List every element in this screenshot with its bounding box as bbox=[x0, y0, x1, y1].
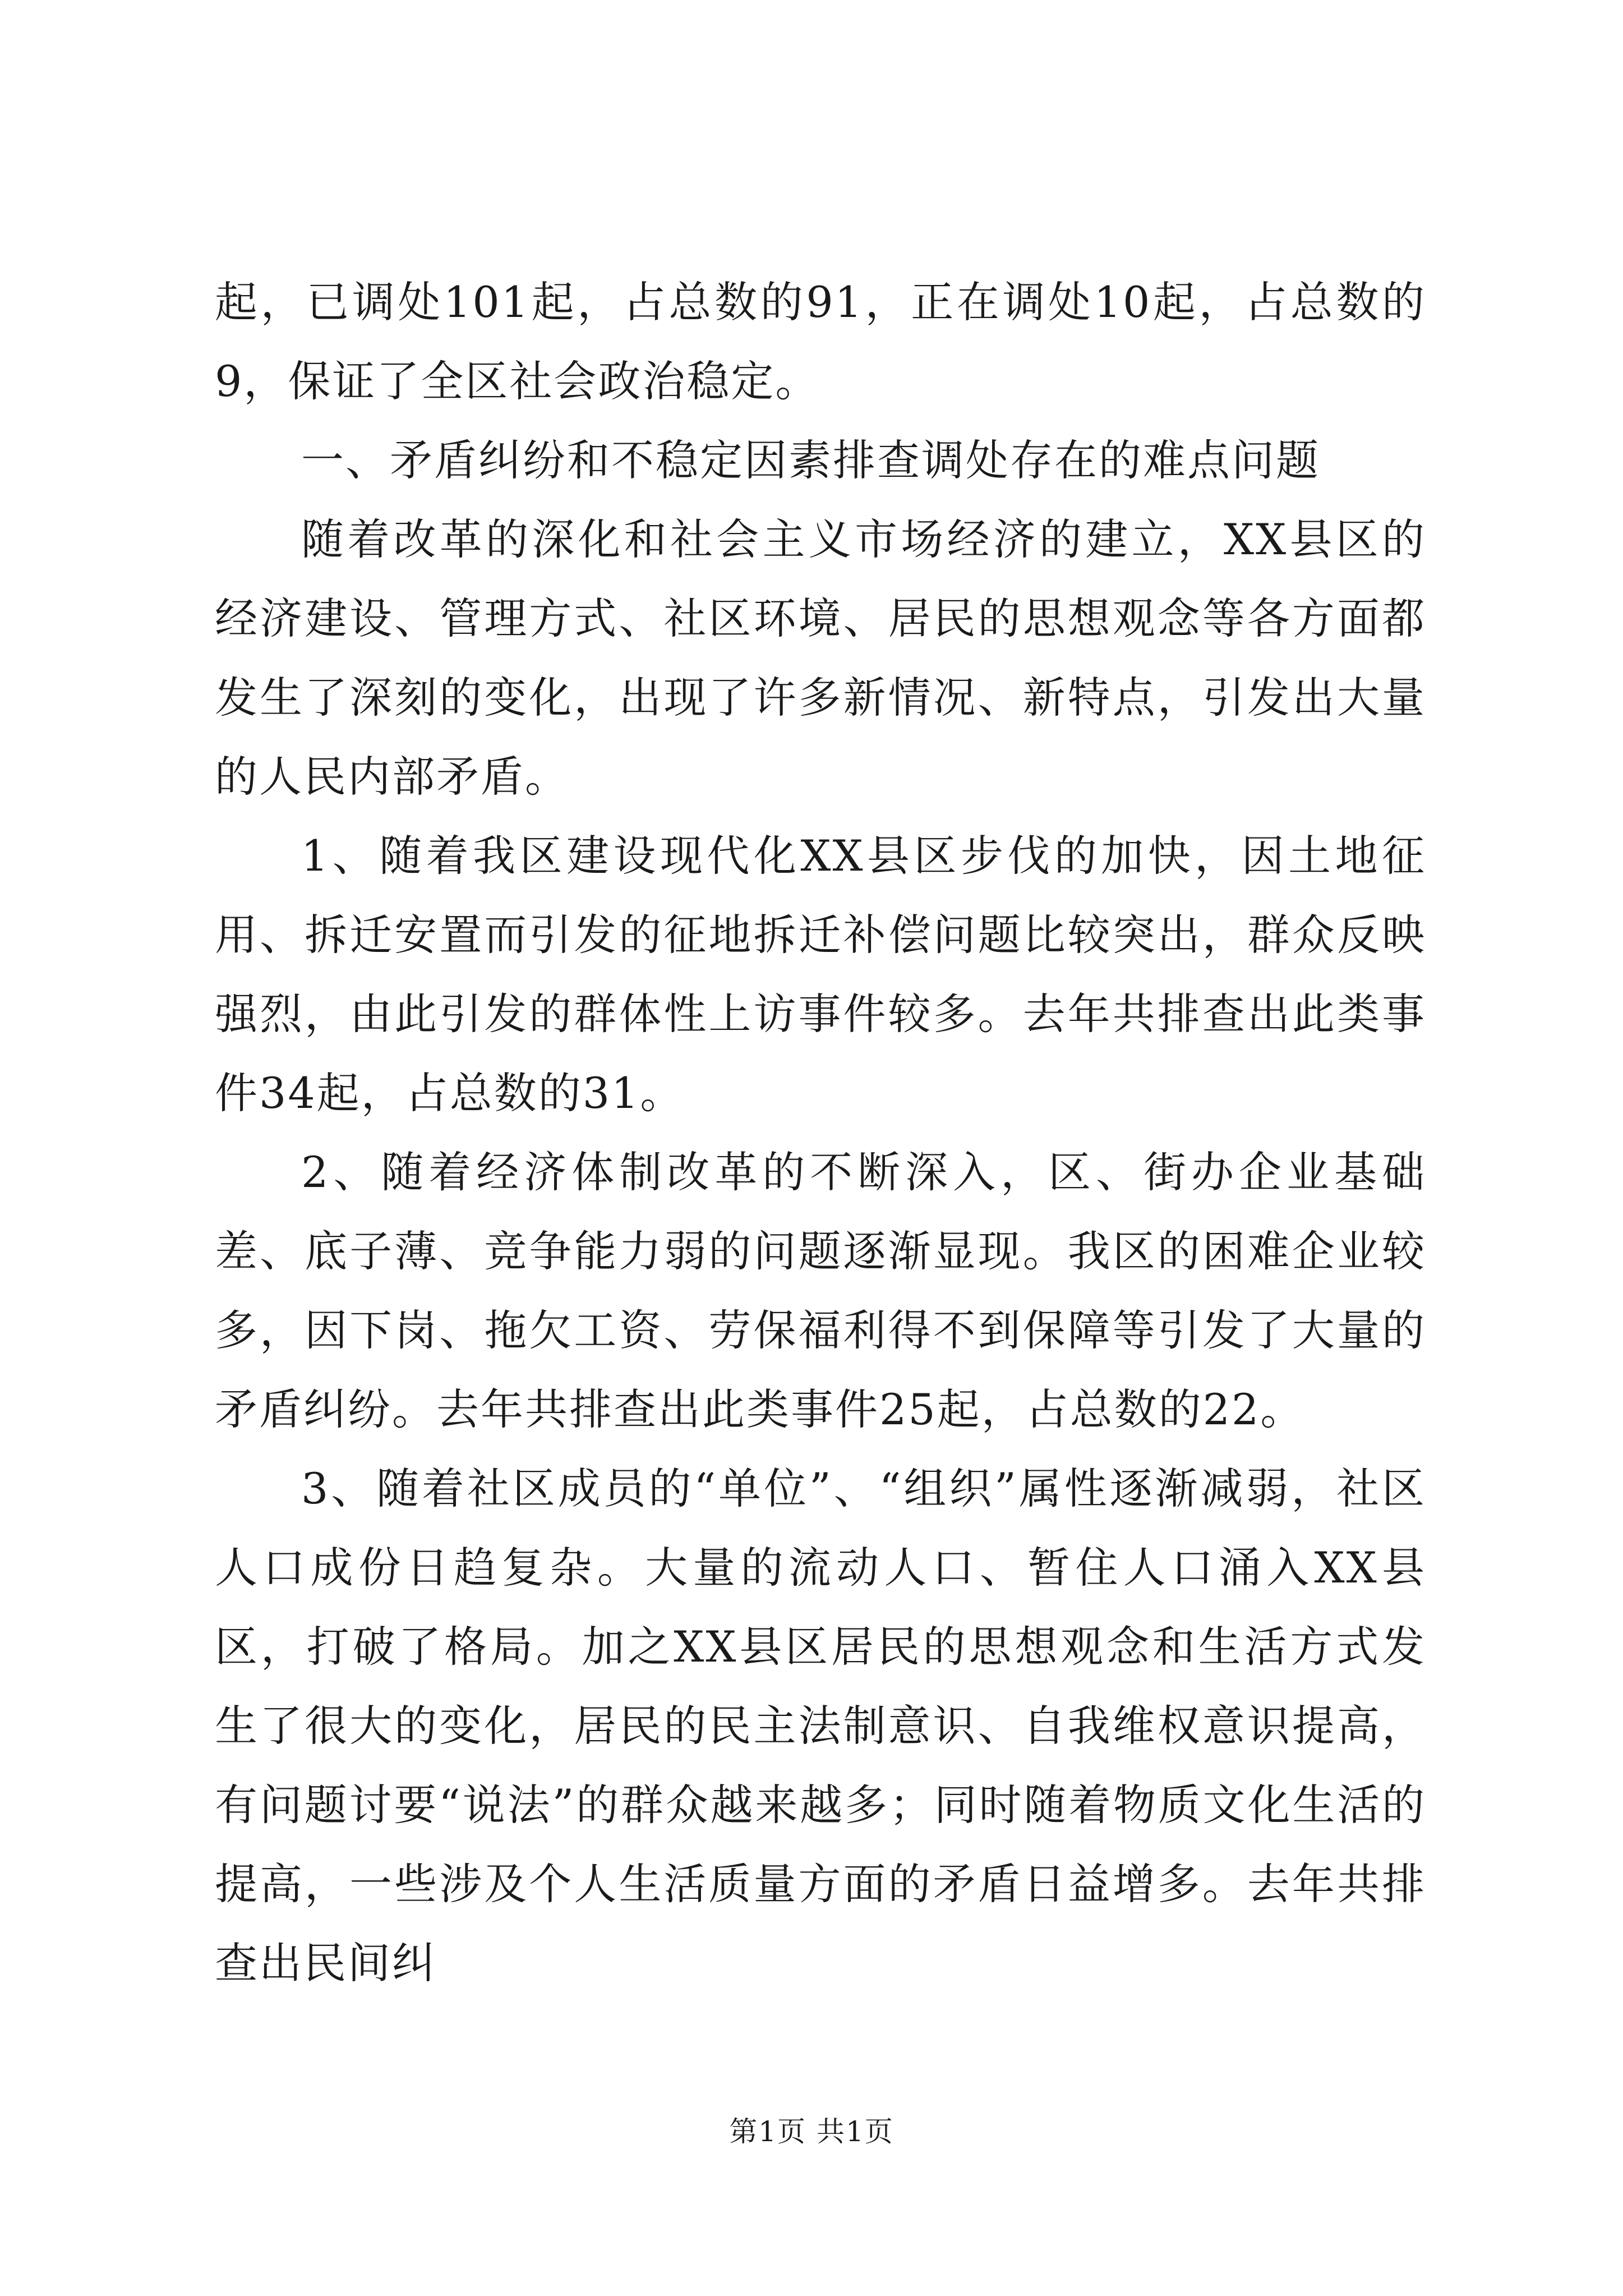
section-heading: 一、矛盾纠纷和不稳定因素排查调处存在的难点问题 bbox=[301, 435, 1320, 485]
paragraph-item-2: 2、随着经济体制改革的不断深入，区、街办企业基础差、底子薄、竞争能力弱的问题逐渐显现。我区的困难企业较多，因下岗、拖欠工资、劳保福利得不到保障等引发了大量的矛盾纠纷。去年共排查出此类事件25起，占总数的22。 bbox=[215, 1147, 1426, 1434]
paragraph-intro: 随着改革的深化和社会主义市场经济的建立，XX县区的经济建设、管理方式、社区环境、居民的思想观念等各方面都发生了深刻的变化，出现了许多新情况、新特点，引发出大量的人民内部矛盾。 bbox=[215, 514, 1426, 802]
paragraph-item-1: 1、随着我区建设现代化XX县区步伐的加快，因土地征用、拆迁安置而引发的征地拆迁补偿问题比较突出，群众反映强烈，由此引发的群体性上访事件较多。去年共排查出此类事件34起，占总数的31。 bbox=[215, 831, 1426, 1118]
document-body bbox=[215, 263, 1426, 2003]
paragraph-item-3: 3、随着社区成员的“单位”、“组织”属性逐渐减弱，社区人口成份日趋复杂。大量的流动人口、暂住人口涌入XX县区，打破了格局。加之XX县区居民的思想观念和生活方式发生了很大的变化，居民的民主法制意识、自我维权意识提高，有问题讨要“说法”的群众越来越多；同时随着物质文化生活的提高，一些涉及个人生活质量方面的矛盾日益增多。去年共排查出民间纠 bbox=[215, 1464, 1426, 1988]
paragraph-continuation: 起，已调处101起，占总数的91，正在调处10起，占总数的9，保证了全区社会政治稳定。 bbox=[215, 277, 1426, 406]
page-footer: 第1页 共1页 bbox=[729, 2115, 894, 2148]
